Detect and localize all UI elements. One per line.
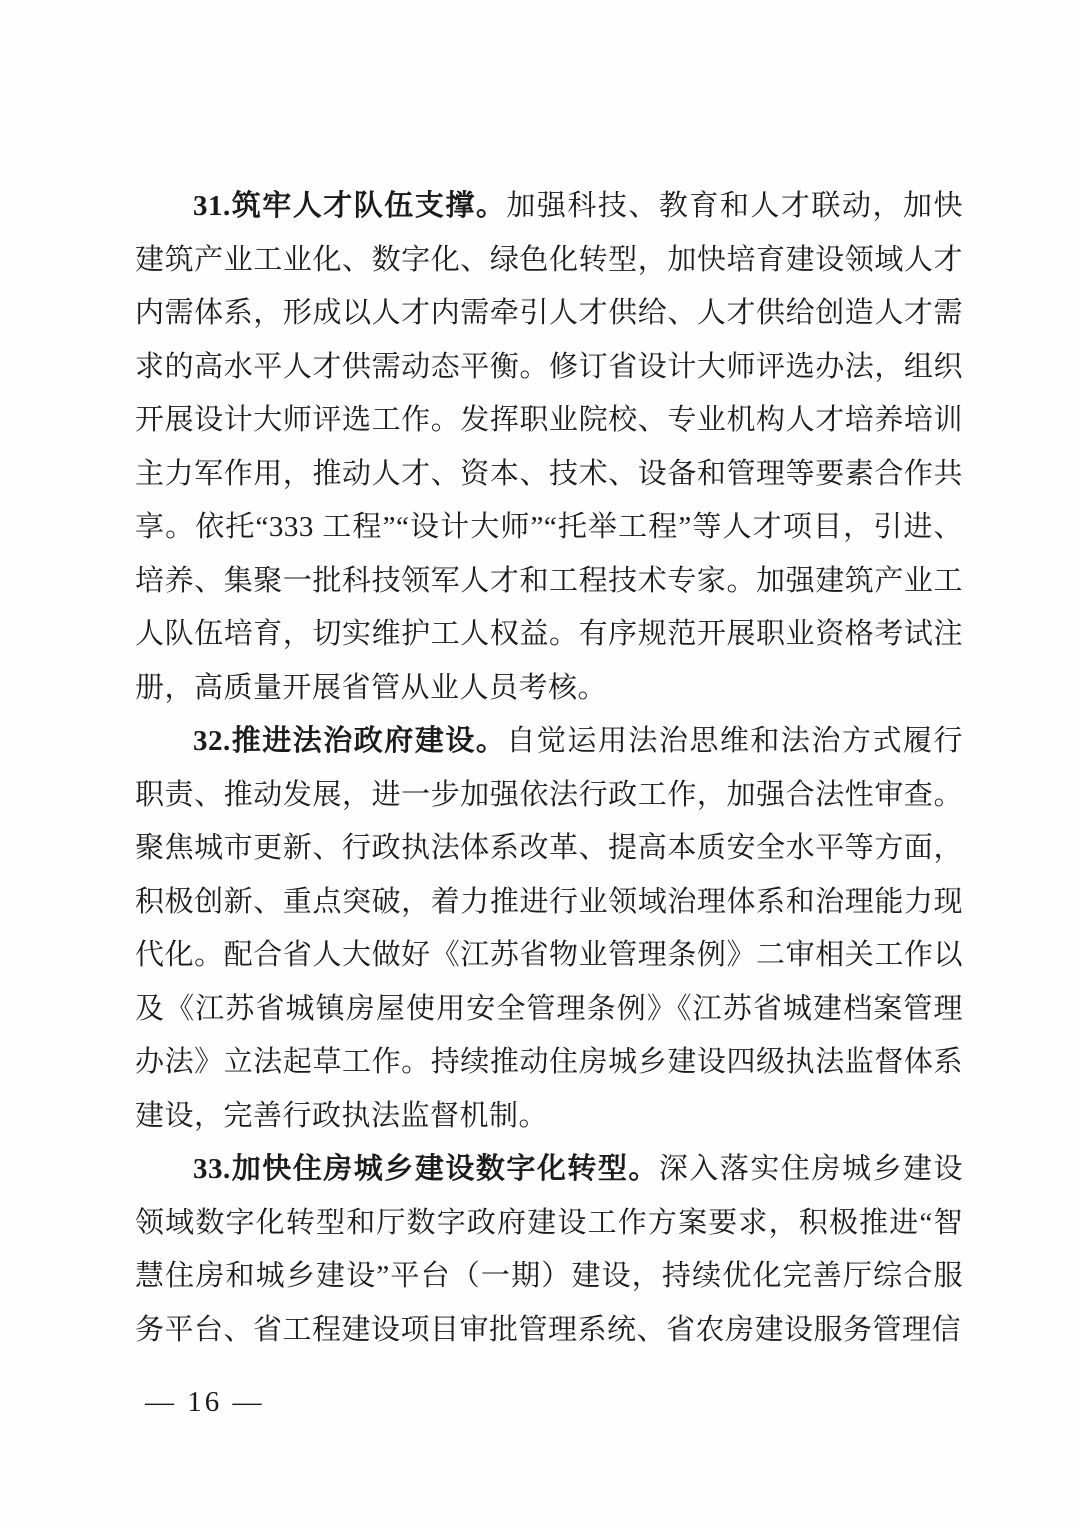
paragraph-31-text: 加强科技、教育和人才联动，加快建筑产业工业化、数字化、绿色化转型，加快培育建设领域人才内需体系，形成以人才内需牵引人才供给、人才供给创造人才需求的高水平人才供需动态平衡。修订省设计大师评选办法，组织开展设计大师评选工作。发挥职业院校、专业机构人才培养培训主力军作用，推动人才、资本、技术、设备和管理等要素合作共享。依托“333 工程”“设计大师”“托举工程”等人才项目，引进、培养、集聚一批科技领军人才和工程技术专家。加强建筑产业工人队伍培育，切实维护工人权益。有序规范开展职业资格考试注册，高质量开展省管从业人员考核。 — [135, 190, 963, 704]
paragraph-31-heading: 31.筑牢人才队伍支撑。 — [193, 190, 507, 222]
paragraph-32-text: 自觉运用法治思维和法治方式履行职责、推动发展，进一步加强依法行政工作，加强合法性审查。聚焦城市更新、行政执法体系改革、提高本质安全水平等方面，积极创新、重点突破，着力推进行业领域治理体系和治理能力现代化。配合省人大做好《江苏省物业管理条例》二审相关工作以及《江苏省城镇房屋使用安全管理条例》《江苏省城建档案管理办法》立法起草工作。持续推动住房城乡建设四级执法监督体系建设，完善行政执法监督机制。 — [135, 725, 963, 1132]
paragraph-33-heading: 33.加快住房城乡建设数字化转型。 — [193, 1153, 659, 1185]
paragraph-33 — [135, 1143, 963, 1357]
paragraph-32-heading: 32.推进法治政府建设。 — [193, 725, 507, 757]
paragraph-32 — [135, 715, 963, 1143]
paragraph-33-text: 深入落实住房城乡建设领域数字化转型和厅数字政府建设工作方案要求，积极推进“智慧住房和城乡建设”平台（一期）建设，持续优化完善厅综合服务平台、省工程建设项目审批管理系统、省农房建设服务管理信 — [135, 1153, 963, 1346]
page-number: — 16 — — [145, 1386, 265, 1418]
paragraph-31 — [135, 180, 963, 715]
document-body — [135, 180, 963, 1357]
